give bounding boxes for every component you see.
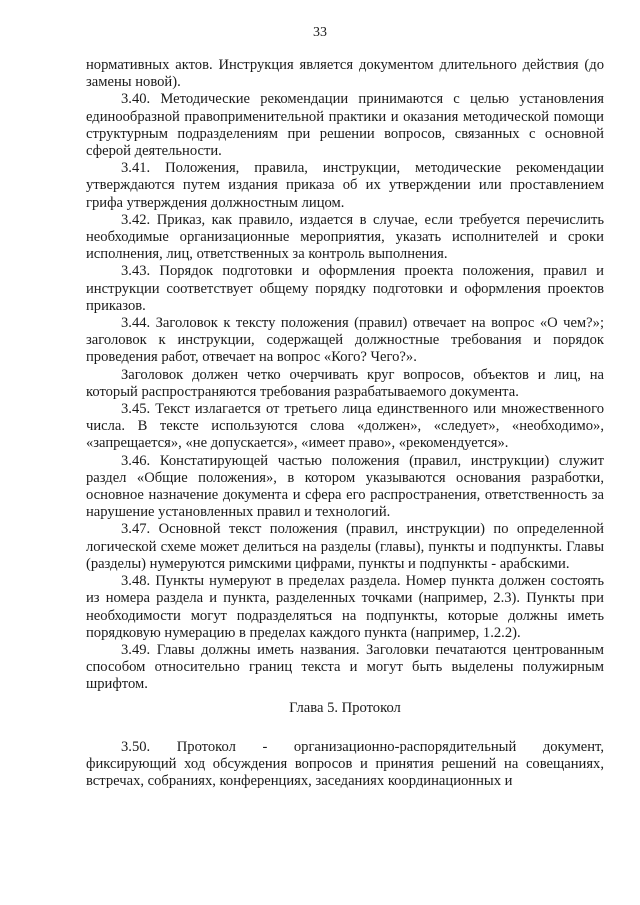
chapter-heading: Глава 5. Протокол (289, 699, 401, 716)
paragraph-3-49: 3.49. Главы должны иметь названия. Заголовки печатаются центрованным способом относительно границ текста и могут быть выделены полужирным шрифтом. (86, 641, 604, 693)
paragraph-3-46: 3.46. Констатирующей частью положения (правил, инструкции) служит раздел «Общие положения», в котором указываются основания разработки, основное назначение документа и сфера его распространения, ответственность за нарушение установленных правил и технологий. (86, 452, 604, 521)
paragraph-3-44-note: Заголовок должен четко очерчивать круг вопросов, объектов и лиц, на который распространяются требования разрабатываемого документа. (86, 366, 604, 400)
paragraph-3-44: 3.44. Заголовок к тексту положения (правил) отвечает на вопрос «О чем?»; заголовок к инструкции, содержащей должностные требования и порядок проведения работ, отвечает на вопрос «Кого? Чего?». (86, 315, 604, 366)
paragraph-continuation: нормативных актов. Инструкция является документом длительного действия (до замены новой). (86, 57, 604, 91)
paragraph-3-50: 3.50. Протокол - организационно-распорядительный документ, фиксирующий ход обсуждения вопросов и принятия решений на совещаниях, встречах, собраниях, конференциях, заседаниях координационных и (86, 738, 604, 790)
paragraph-3-43: 3.43. Порядок подготовки и оформления проекта положения, правил и инструкции соответствует общему порядку подготовки и оформления проектов приказов. (86, 263, 604, 314)
paragraph-3-47: 3.47. Основной текст положения (правил, инструкции) по определенной логической схеме может делиться на разделы (главы), пункты и подпункты. Главы (разделы) нумеруются римскими цифрами, пункты и подпункты - арабскими. (86, 521, 604, 572)
paragraph-3-45: 3.45. Текст излагается от третьего лица единственного или множественного числа. В тексте используются слова «должен», «следует», «необходимо», «запрещается», «не допускается», «имеет право», «рекомендуется». (86, 401, 604, 452)
paragraph-3-42: 3.42. Приказ, как правило, издается в случае, если требуется перечислить необходимые организационные мероприятия, указать исполнителей и сроки исполнения, лиц, ответственных за контроль выполнения. (86, 211, 604, 263)
paragraph-3-40: 3.40. Методические рекомендации принимаются с целью установления единообразной правоприменительной практики и оказания методической помощи структурным подразделениям при решении вопросов, связанных с основной сферой деятельности. (86, 91, 604, 160)
document-body (86, 57, 604, 790)
paragraph-3-41: 3.41. Положения, правила, инструкции, методические рекомендации утверждаются путем издания приказа об их утверждении или проставлением грифа утверждения должностным лицом. (86, 160, 604, 211)
page-number: 33 (313, 25, 327, 40)
paragraph-3-48: 3.48. Пункты нумеруют в пределах раздела. Номер пункта должен состоять из номера раздела и пункта, разделенных точками (например, 2.3). Пункты при необходимости могут подразделяться на подпункты, которые должны иметь порядковую нумерацию в пределах каждого пункта (например, 1.2.2). (86, 573, 604, 641)
